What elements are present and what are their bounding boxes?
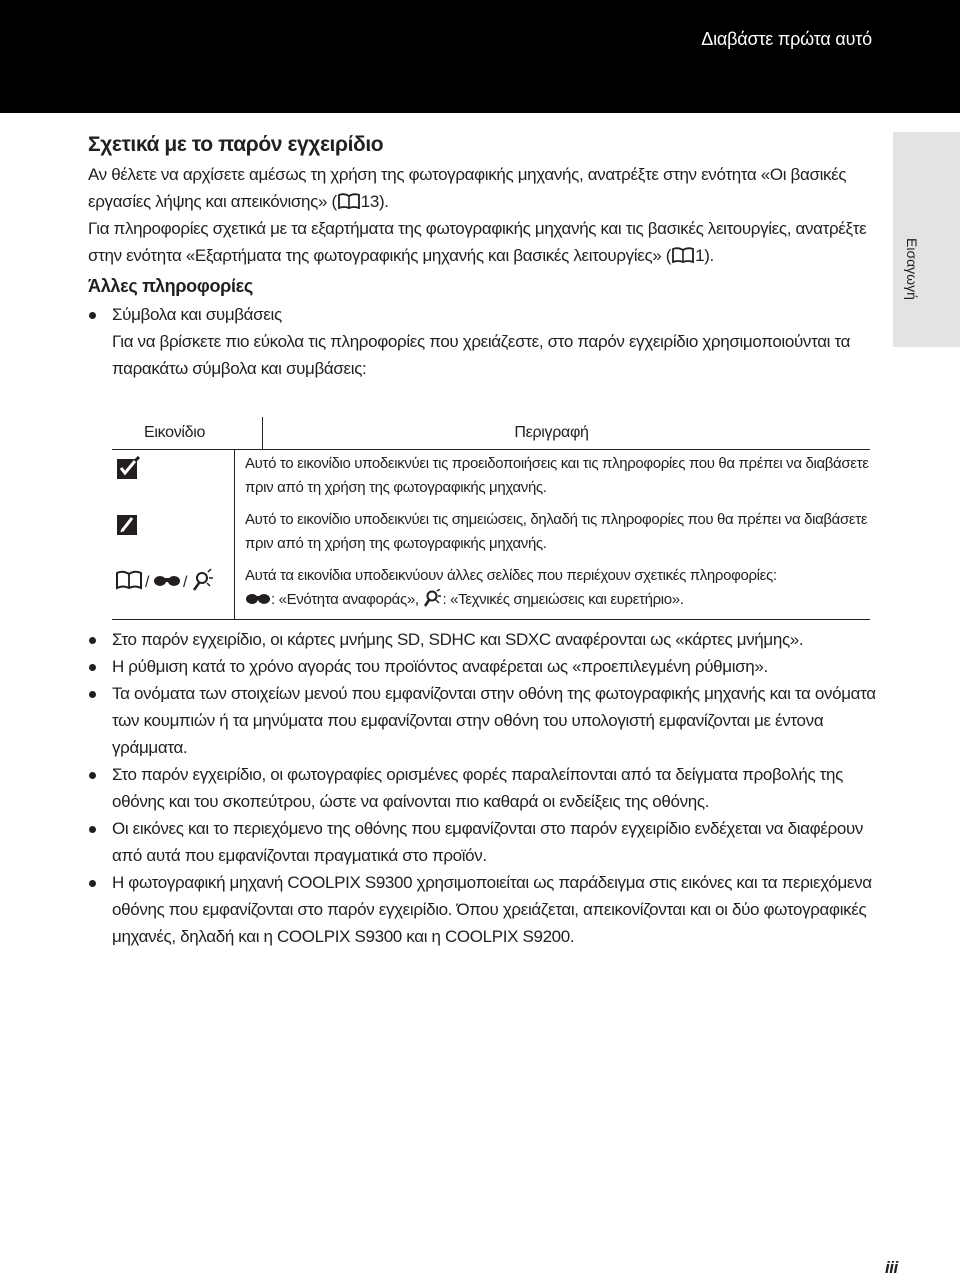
ref-section-text: : «Ενότητα αναφοράς», <box>271 591 423 608</box>
list-item-text: Οι εικόνες και το περιεχόμενο της οθόνης που εμφανίζονται στο παρόν εγχειρίδιο ενδέχεται να διαφέρουν από αυτά που εμφανίζονται πραγματικά στο προϊόν. <box>112 819 864 865</box>
table-row <box>112 506 870 562</box>
svg-text:/: / <box>145 574 150 591</box>
symbols-heading: Σύμβολα και συμβάσεις <box>112 305 282 324</box>
side-tab-label: Εισαγωγή <box>904 238 920 300</box>
table-row <box>112 562 870 620</box>
table-bottom-rule <box>112 619 870 620</box>
list-item <box>88 761 878 815</box>
list-item <box>88 680 878 761</box>
symbols-intro: Για να βρίσκετε πιο εύκολα τις πληροφορίες που χρειάζεστε, στο παρόν εγχειρίδιο χρησιμοποιούνται τα παρακάτω σύμβολα και συμβάσεις: <box>112 332 851 378</box>
bullet-dot <box>89 664 96 671</box>
table-row <box>112 450 870 506</box>
list-item <box>88 653 878 680</box>
bullet-dot <box>89 826 96 833</box>
table-desc-cell <box>234 562 870 620</box>
list-item-text: Στο παρόν εγχειρίδιο, οι κάρτες μνήμης SD, SDHC και SDXC αναφέρονται ως «κάρτες μνήμης». <box>112 630 804 649</box>
table-desc-cell: Αυτό το εικονίδιο υποδεικνύει τις προειδοποιήσεις και τις πληροφορίες που θα πρέπει να διαβάσετε πριν από τη χρήση της φωτογραφικής μηχανής. <box>234 450 870 506</box>
bullet-dot <box>89 880 96 887</box>
reference-section-icon <box>245 591 271 607</box>
bullet-dot <box>89 691 96 698</box>
book-reference-icon <box>116 568 216 592</box>
para2-text: Για πληροφορίες σχετικά με τα εξαρτήματα της φωτογραφικής μηχανής και τις βασικές λειτουργίες, ανατρέξτε στην ενότητα «Εξαρτήματα της φωτογραφικής μηχανής και βασικές λειτουργίες» ( <box>88 219 867 265</box>
bullet-dot <box>89 312 96 319</box>
table-icon-cell <box>112 450 234 506</box>
book-icon <box>338 193 360 209</box>
list-item-text: Στο παρόν εγχειρίδιο, οι φωτογραφίες ορισμένες φορές παραλείπονται από τα δείγματα προβολής της οθόνης και του σκοπεύτρου, ώστε να φαίνονται πιο καθαρά οι ενδείξεις της οθόνης. <box>112 765 843 811</box>
table-desc-line1: Αυτά τα εικονίδια υποδεικνύουν άλλες σελίδες που περιέχουν σχετικές πληροφορίες: <box>245 567 777 584</box>
table-header-icon: Εικονίδιο <box>144 424 206 441</box>
para1-text: Αν θέλετε να αρχίσετε αμέσως τη χρήση της φωτογραφικής μηχανής, ανατρέξτε στην ενότητα «Οι βασικές εργασίες λήψης και απεικόνισης» ( <box>88 165 847 211</box>
list-item-text: Τα ονόματα των στοιχείων μενού που εμφανίζονται στην οθόνη της φωτογραφικής μηχανής και τα ονόματα των κουμπιών ή τα μηνύματα που εμφανίζονται στην οθόνη του υπολογιστή εμφανίζονται με έντονα γράμματα. <box>112 684 876 757</box>
section-title: Σχετικά με το παρόν εγχειρίδιο <box>88 133 384 156</box>
list-item <box>88 626 878 653</box>
notes-bullet-list <box>88 626 878 950</box>
table-header-row <box>112 417 870 450</box>
bullet-dot <box>89 772 96 779</box>
table-desc-line2 <box>245 588 870 612</box>
svg-text:/: / <box>183 574 188 591</box>
book-icon <box>672 247 694 263</box>
table-desc-cell: Αυτό το εικονίδιο υποδεικνύει τις σημειώσεις, δηλαδή τις πληροφορίες που θα πρέπει να διαβάσετε πριν από τη χρήση της φωτογραφικής μηχανής. <box>234 506 870 562</box>
table-icon-cell <box>112 562 234 620</box>
main-content <box>88 129 873 382</box>
symbols-table <box>112 417 870 620</box>
technical-notes-icon <box>422 589 442 607</box>
tech-notes-text: : «Τεχνικές σημειώσεις και ευρετήριο». <box>442 591 684 608</box>
para2-ref[interactable]: 1). <box>695 246 714 265</box>
table-icon-cell <box>112 506 234 562</box>
list-item <box>88 869 878 950</box>
para1-ref[interactable]: 13). <box>360 192 389 211</box>
intro-paragraph-1 <box>88 161 873 215</box>
note-pencil-icon <box>116 512 140 536</box>
list-item-text: Η φωτογραφική μηχανή COOLPIX S9300 χρησιμοποιείται ως παράδειγμα στις εικόνες και τα περιεχόμενα οθόνης που εμφανίζονται στο παρόν εγχειρίδιο. Όπου χρειάζεται, απεικονίζονται και οι δύο φωτογραφικές μηχανές, δηλαδή και η COOLPIX S9300 και η COOLPIX S9200. <box>112 873 872 946</box>
symbols-bullet <box>88 301 873 328</box>
bullet-dot <box>89 637 96 644</box>
header-bar <box>0 0 960 113</box>
intro-paragraph-2 <box>88 215 873 269</box>
list-item <box>88 815 878 869</box>
page-number: iii <box>885 1258 898 1277</box>
table-header-desc: Περιγραφή <box>262 417 870 449</box>
header-title: Διαβάστε πρώτα αυτό <box>701 29 872 49</box>
list-item-text: Η ρύθμιση κατά το χρόνο αγοράς του προϊόντος αναφέρεται ως «προεπιλεγμένη ρύθμιση». <box>112 657 768 676</box>
other-info-title: Άλλες πληροφορίες <box>88 276 253 296</box>
caution-checkmark-icon <box>116 456 140 480</box>
